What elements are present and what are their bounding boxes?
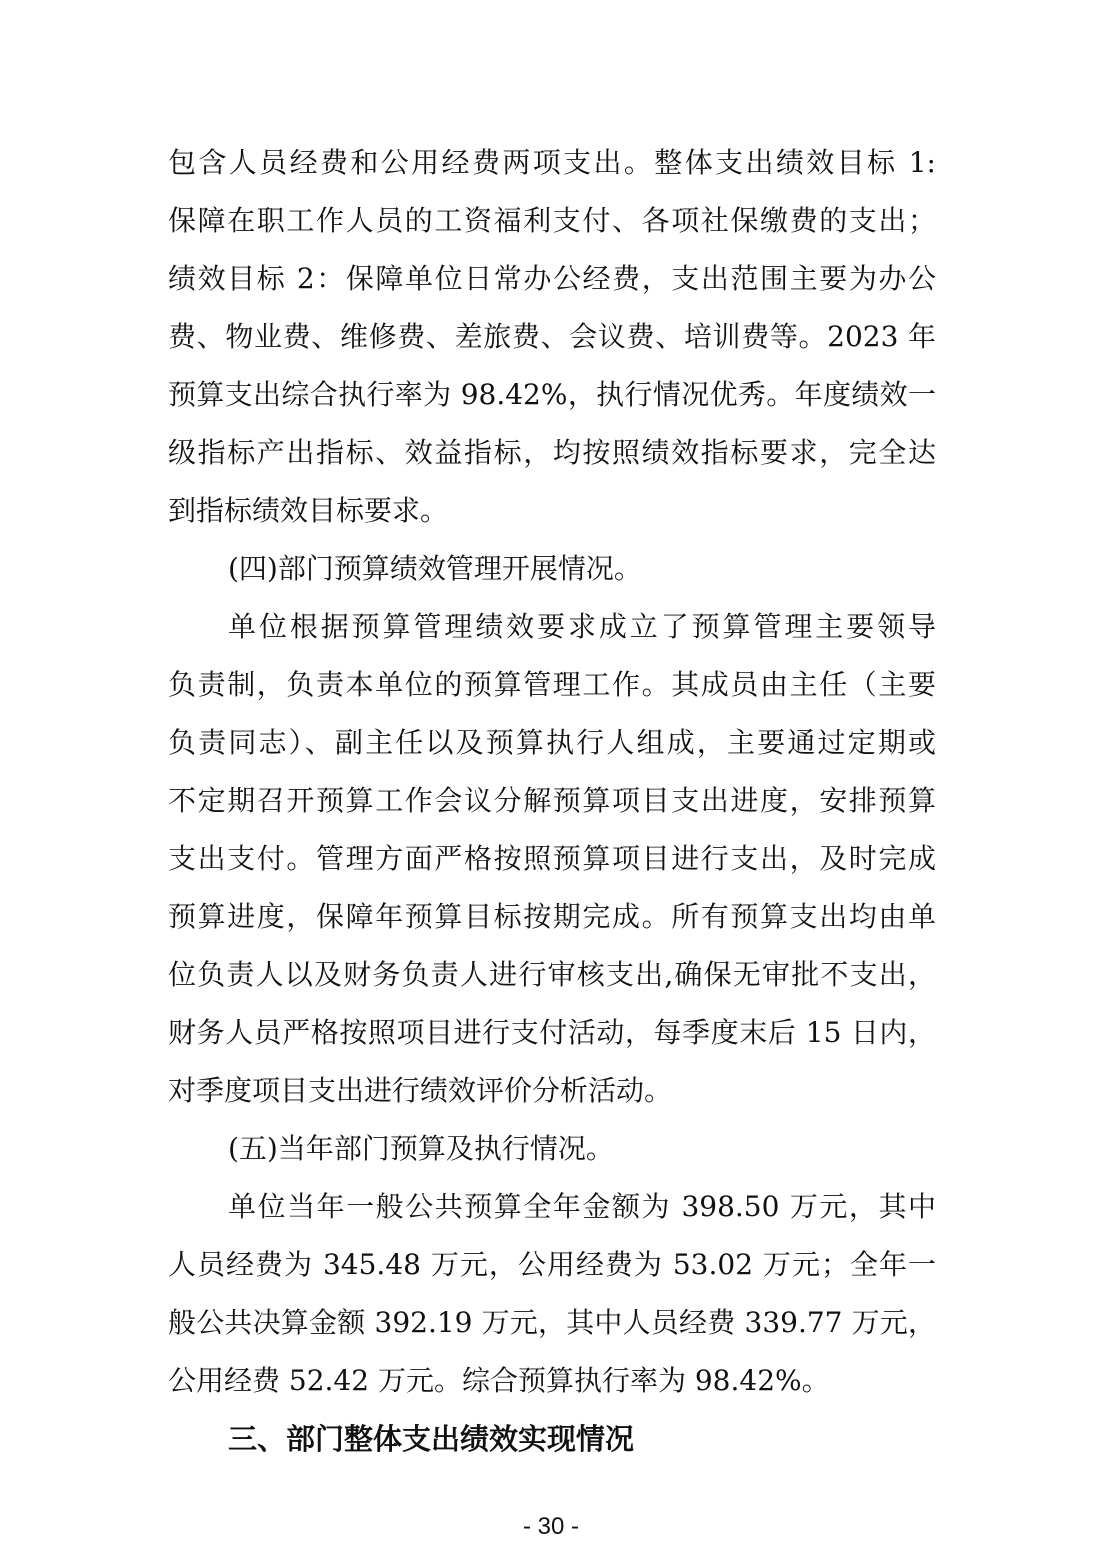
paragraph-line: 人员经费为 345.48 万元，公用经费为 53.02 万元；全年一 bbox=[168, 1248, 936, 1281]
page-number: - 30 - bbox=[522, 1513, 579, 1540]
paragraph-line: 负责制，负责本单位的预算管理工作。其成员由主任（主要 bbox=[168, 668, 936, 701]
paragraph-line: 预算进度，保障年预算目标按期完成。所有预算支出均由单 bbox=[168, 900, 936, 933]
paragraph-line: 级指标产出指标、效益指标，均按照绩效指标要求，完全达 bbox=[168, 436, 936, 469]
section-heading-five: (五)当年部门预算及执行情况。 bbox=[228, 1132, 614, 1165]
paragraph-line: 支出支付。管理方面严格按照预算项目进行支出，及时完成 bbox=[168, 842, 936, 875]
section-heading-four: (四)部门预算绩效管理开展情况。 bbox=[228, 552, 642, 585]
paragraph-line: 费、物业费、维修费、差旅费、会议费、培训费等。2023 年 bbox=[168, 320, 936, 353]
paragraph-line: 单位根据预算管理绩效要求成立了预算管理主要领导 bbox=[228, 610, 936, 643]
paragraph-line: 单位当年一般公共预算全年金额为 398.50 万元，其中 bbox=[228, 1190, 936, 1223]
paragraph-line: 预算支出综合执行率为 98.42%，执行情况优秀。年度绩效一 bbox=[168, 378, 936, 411]
paragraph-line: 负责同志）、副主任以及预算执行人组成，主要通过定期或 bbox=[168, 726, 936, 759]
chapter-heading-three: 三、部门整体支出绩效实现情况 bbox=[228, 1422, 635, 1456]
paragraph-line: 对季度项目支出进行绩效评价分析活动。 bbox=[168, 1074, 673, 1107]
paragraph-line: 财务人员严格按照项目进行支付活动，每季度末后 15 日内， bbox=[168, 1016, 936, 1049]
paragraph-line: 般公共决算金额 392.19 万元，其中人员经费 339.77 万元， bbox=[168, 1306, 936, 1339]
paragraph-line: 到指标绩效目标要求。 bbox=[168, 494, 449, 527]
paragraph-line: 不定期召开预算工作会议分解预算项目支出进度，安排预算 bbox=[168, 784, 936, 817]
paragraph-line: 绩效目标 2：保障单位日常办公经费，支出范围主要为办公 bbox=[168, 262, 936, 295]
paragraph-line: 位负责人以及财务负责人进行审核支出,确保无审批不支出， bbox=[168, 958, 936, 991]
paragraph-line: 保障在职工作人员的工资福利支付、各项社保缴费的支出； bbox=[168, 204, 936, 237]
paragraph-line: 包含人员经费和公用经费两项支出。整体支出绩效目标 1: bbox=[168, 146, 936, 179]
body-text bbox=[168, 134, 936, 1468]
paragraph-line: 公用经费 52.42 万元。综合预算执行率为 98.42%。 bbox=[168, 1364, 830, 1397]
